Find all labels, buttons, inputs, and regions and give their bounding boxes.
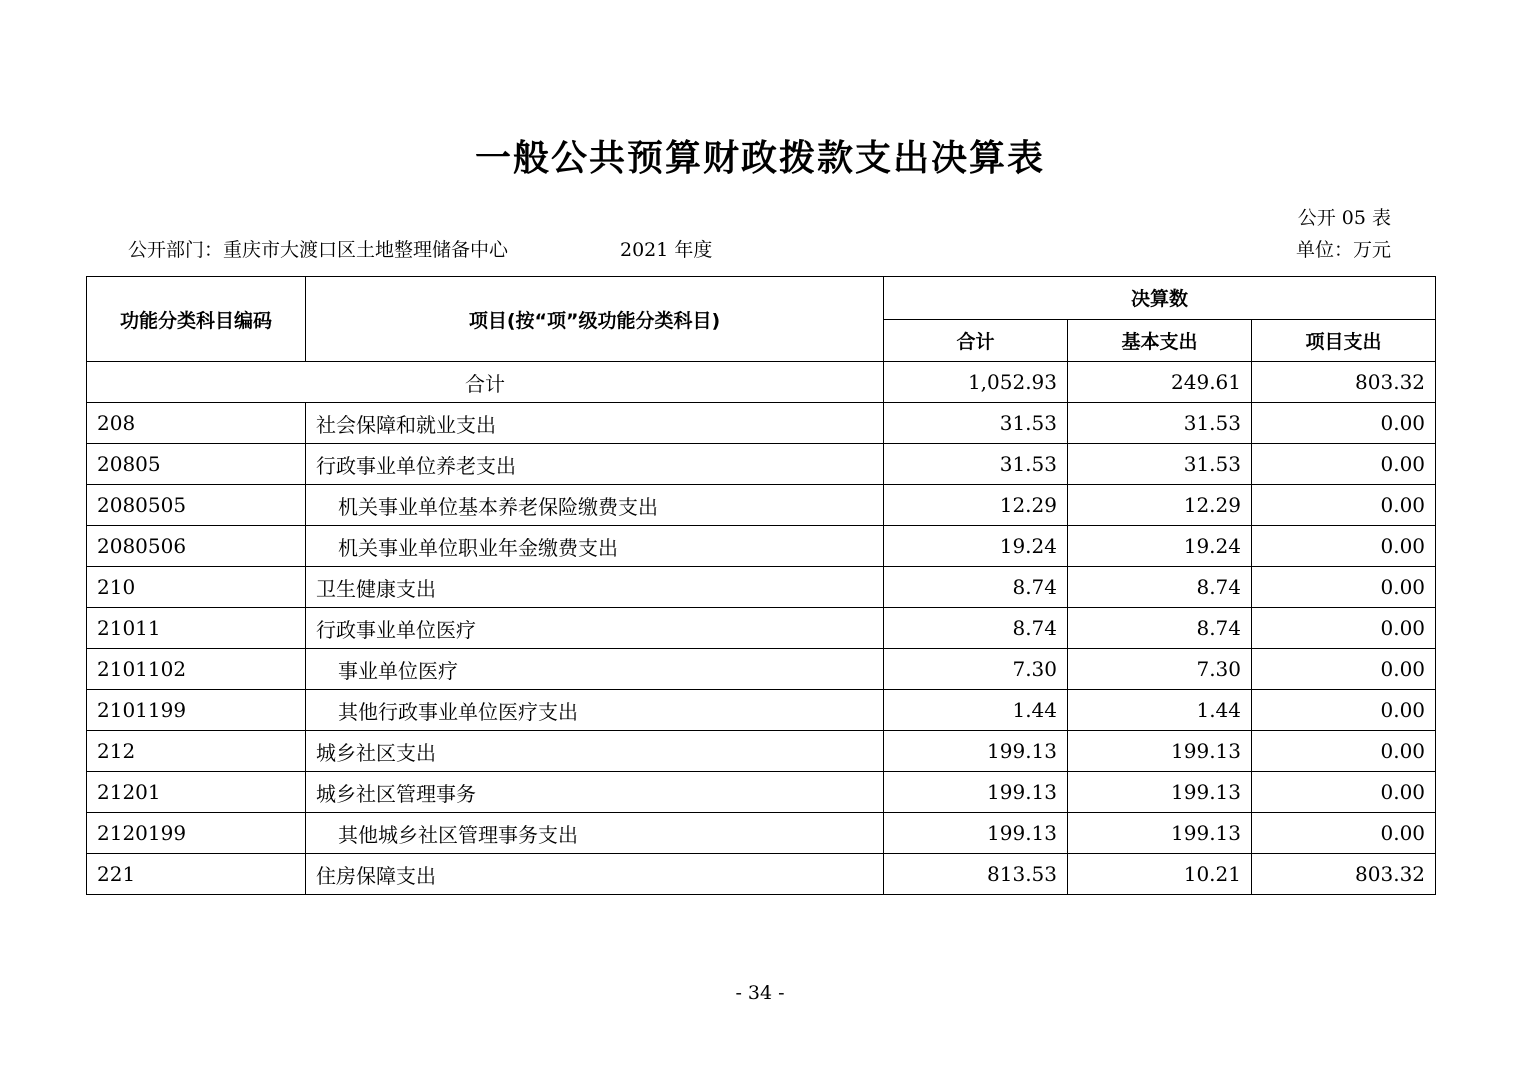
header-project: 项目支出 — [1252, 319, 1436, 362]
row-total: 8.74 — [884, 608, 1068, 649]
row-total: 7.30 — [884, 649, 1068, 690]
row-total: 199.13 — [884, 813, 1068, 854]
department-label: 公开部门：重庆市大渡口区土地整理储备中心 — [128, 239, 509, 261]
row-name: 其他城乡社区管理事务支出 — [306, 813, 884, 854]
row-code: 2120199 — [87, 813, 306, 854]
header-code: 功能分类科目编码 — [87, 277, 306, 362]
row-code: 210 — [87, 567, 306, 608]
row-total: 19.24 — [884, 526, 1068, 567]
row-basic: 199.13 — [1068, 731, 1252, 772]
header-group: 决算数 — [884, 277, 1436, 320]
header-total: 合计 — [884, 319, 1068, 362]
row-name: 城乡社区支出 — [306, 731, 884, 772]
unit-label: 单位：万元 — [1295, 239, 1391, 261]
row-basic: 31.53 — [1068, 403, 1252, 444]
row-basic: 19.24 — [1068, 526, 1252, 567]
total-row-basic: 249.61 — [1068, 362, 1252, 403]
row-name: 机关事业单位职业年金缴费支出 — [306, 526, 884, 567]
row-code: 2080506 — [87, 526, 306, 567]
total-row-label: 合计 — [87, 362, 884, 403]
total-row-project: 803.32 — [1252, 362, 1436, 403]
row-basic: 7.30 — [1068, 649, 1252, 690]
table-row — [87, 444, 1436, 485]
row-project: 0.00 — [1252, 608, 1436, 649]
table-row — [87, 690, 1436, 731]
row-basic: 1.44 — [1068, 690, 1252, 731]
row-project: 0.00 — [1252, 813, 1436, 854]
row-basic: 199.13 — [1068, 813, 1252, 854]
row-name: 事业单位医疗 — [306, 649, 884, 690]
row-project: 0.00 — [1252, 649, 1436, 690]
table-row — [87, 608, 1436, 649]
row-total: 8.74 — [884, 567, 1068, 608]
page-number: - 34 - — [735, 982, 785, 1004]
header-item: 项目(按“项”级功能分类科目) — [306, 277, 884, 362]
row-total: 199.13 — [884, 731, 1068, 772]
table-row — [87, 567, 1436, 608]
table-row — [87, 854, 1436, 895]
table-row — [87, 485, 1436, 526]
row-total: 31.53 — [884, 403, 1068, 444]
row-basic: 8.74 — [1068, 608, 1252, 649]
row-total: 12.29 — [884, 485, 1068, 526]
table-row — [87, 526, 1436, 567]
row-project: 0.00 — [1252, 403, 1436, 444]
row-name: 机关事业单位基本养老保险缴费支出 — [306, 485, 884, 526]
row-project: 0.00 — [1252, 772, 1436, 813]
row-code: 2101102 — [87, 649, 306, 690]
row-code: 21011 — [87, 608, 306, 649]
row-total: 1.44 — [884, 690, 1068, 731]
row-project: 0.00 — [1252, 690, 1436, 731]
row-project: 803.32 — [1252, 854, 1436, 895]
row-total: 199.13 — [884, 772, 1068, 813]
row-name: 行政事业单位医疗 — [306, 608, 884, 649]
row-name: 社会保障和就业支出 — [306, 403, 884, 444]
row-project: 0.00 — [1252, 444, 1436, 485]
row-name: 其他行政事业单位医疗支出 — [306, 690, 884, 731]
row-code: 2080505 — [87, 485, 306, 526]
table-row — [87, 649, 1436, 690]
fiscal-year: 2021 年度 — [620, 239, 713, 261]
header-basic: 基本支出 — [1068, 319, 1252, 362]
table-row — [87, 772, 1436, 813]
row-basic: 12.29 — [1068, 485, 1252, 526]
form-number: 公开 05 表 — [1297, 207, 1391, 229]
row-code: 208 — [87, 403, 306, 444]
total-row — [87, 362, 1436, 403]
row-name: 住房保障支出 — [306, 854, 884, 895]
row-project: 0.00 — [1252, 526, 1436, 567]
row-code: 221 — [87, 854, 306, 895]
row-code: 20805 — [87, 444, 306, 485]
row-basic: 199.13 — [1068, 772, 1252, 813]
row-project: 0.00 — [1252, 567, 1436, 608]
page-title: 一般公共预算财政拨款支出决算表 — [474, 138, 1045, 179]
total-row-total: 1,052.93 — [884, 362, 1068, 403]
table-row — [87, 813, 1436, 854]
row-code: 21201 — [87, 772, 306, 813]
row-project: 0.00 — [1252, 731, 1436, 772]
table-row — [87, 731, 1436, 772]
budget-table — [86, 276, 1436, 895]
row-name: 城乡社区管理事务 — [306, 772, 884, 813]
row-name: 卫生健康支出 — [306, 567, 884, 608]
row-basic: 8.74 — [1068, 567, 1252, 608]
row-basic: 10.21 — [1068, 854, 1252, 895]
row-total: 813.53 — [884, 854, 1068, 895]
table-row — [87, 403, 1436, 444]
row-total: 31.53 — [884, 444, 1068, 485]
row-name: 行政事业单位养老支出 — [306, 444, 884, 485]
row-project: 0.00 — [1252, 485, 1436, 526]
row-code: 2101199 — [87, 690, 306, 731]
row-basic: 31.53 — [1068, 444, 1252, 485]
row-code: 212 — [87, 731, 306, 772]
